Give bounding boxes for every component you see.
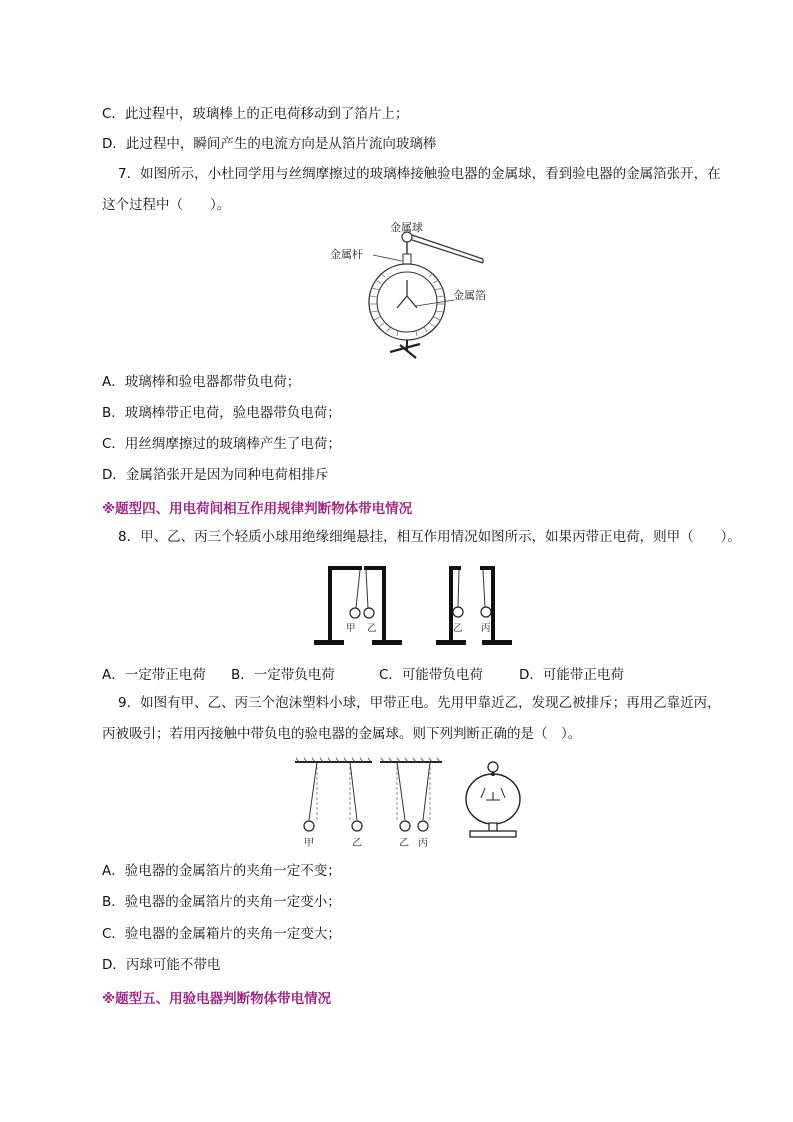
q8-stem: 8．甲、乙、丙三个轻质小球用绝缘细绳悬挂，相互作用情况如图所示，如果丙带正电荷，则甲（ ）。 [118,529,741,545]
label-metal-ball: 金属球 [390,221,423,234]
section-5-title: ※题型五、用验电器判断物体带电情况 [102,991,332,1007]
q7-stem-line2: 这个过程中（ ）。 [102,197,231,213]
q6-option-d: D．此过程中，瞬间产生的电流方向是从箔片流向玻璃棒 [102,136,437,152]
label-yi: 乙 [367,623,377,634]
q7-option-a: A．玻璃棒和验电器都带负电荷； [102,374,301,390]
label-jia: 甲 [304,838,314,849]
q9-stem-line2: 丙被吸引；若用丙接触中带负电的验电器的金属球。则下列判断正确的是（ ）。 [102,726,582,742]
label-metal-foil: 金属箔 [453,289,486,302]
q8-balls-figure [312,560,522,652]
label-bing: 丙 [481,623,491,634]
q7-electroscope-figure [320,218,500,363]
label-yi-2: 乙 [399,838,409,849]
q9-option-b: B．验电器的金属箔片的夹角一定变小； [102,894,341,910]
label-metal-rod: 金属杆 [330,248,363,261]
q7-stem-line1: 7．如图所示，小杜同学用与丝绸摩擦过的玻璃棒接触验电器的金属球，看到验电器的金属箔张开，在 [118,166,721,182]
label-yi: 乙 [352,838,362,849]
q9-option-a: A．验电器的金属箔片的夹角一定不变； [102,863,341,879]
q7-option-b: B．玻璃棒带正电荷，验电器带负电荷； [102,405,341,421]
q8-option-a: A．一定带正电荷 [102,667,206,683]
label-jia: 甲 [346,623,356,634]
q9-option-d: D．丙球可能不带电 [102,957,221,973]
q8-option-b: B．一定带负电荷 [231,667,335,683]
label-yi-2: 乙 [453,623,463,634]
q9-balls-electroscope-figure [290,752,530,852]
label-bing: 丙 [418,838,428,849]
q8-options [102,663,624,683]
q9-stem-line1: 9．如图有甲、乙、丙三个泡沫塑料小球，甲带正电。先用甲靠近乙，发现乙被排斥；再用乙靠近丙， [118,695,721,711]
q8-option-c: C．可能带负电荷 [379,667,483,683]
section-4-title: ※题型四、用电荷间相互作用规律判断物体带电情况 [102,501,413,517]
q7-option-c: C．用丝绸摩擦过的玻璃棒产生了电荷； [102,436,341,452]
q6-option-c: C．此过程中，玻璃棒上的正电荷移动到了箔片上； [102,106,409,122]
q8-option-d: D．可能带正电荷 [519,667,624,683]
q9-option-c: C．验电器的金属箱片的夹角一定变大； [102,926,341,942]
q7-option-d: D．金属箔张开是因为同种电荷相排斥 [102,467,329,483]
